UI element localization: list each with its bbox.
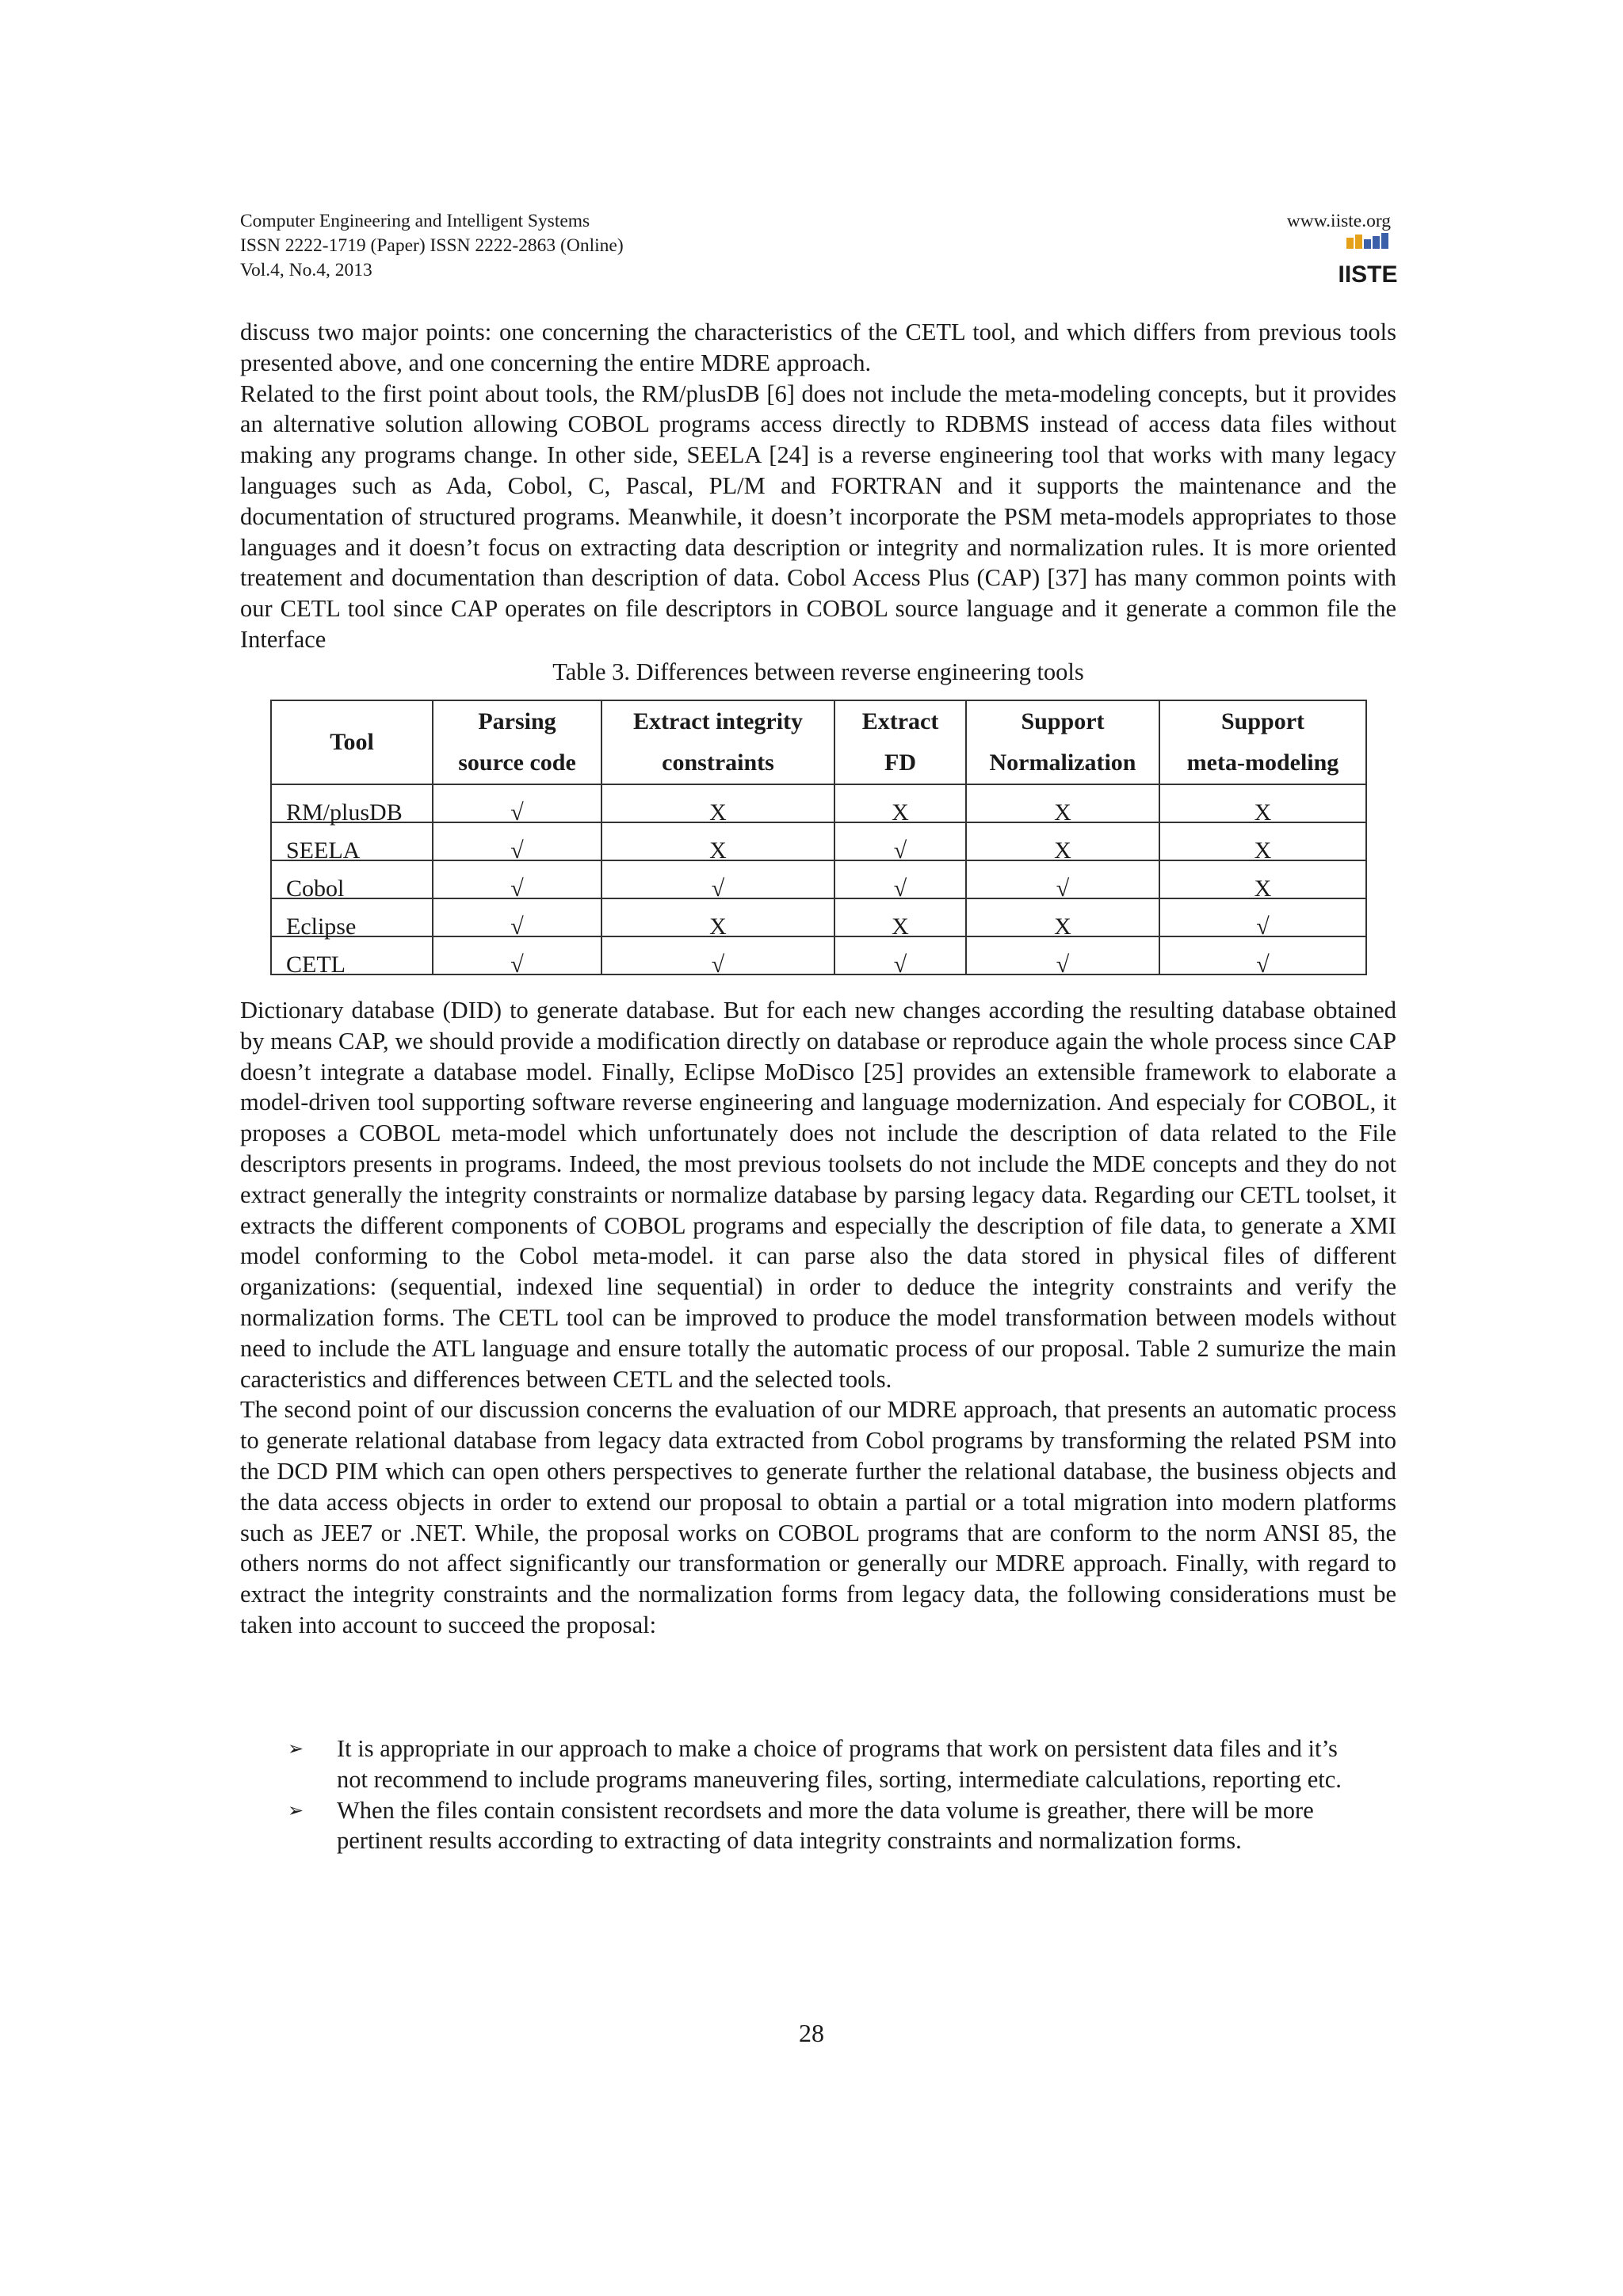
table-cell: X — [601, 822, 834, 860]
header-parsing: Parsing source code — [433, 700, 601, 784]
table-cell: √ — [433, 822, 601, 860]
table-cell: X — [601, 898, 834, 936]
table-cell: X — [834, 784, 966, 822]
table-cell: √ — [966, 936, 1159, 974]
table-cell: X — [966, 784, 1159, 822]
table-cell: √ — [433, 860, 601, 898]
paragraph-3: Dictionary database (DID) to generate database. But for each new changes according the resulting database obtained by means CAP, we should provide a modification directly on database or reproduce again the whole process since CAP doesn’t integrate a database model. Finally, Eclipse MoDisco [25] provides an extensible framework to elaborate a model-driven tool supporting software reverse engineering and language modernization. And especialy for COBOL, it proposes a COBOL meta-model which unfortunately does not include the description of data related to the File descriptors presents in programs. Indeed, the most previous toolsets do not include the MDE concepts and they do not extract generally the integrity constraints or normalize database by parsing legacy data. Regarding our CETL toolset, it extracts the different components of COBOL programs and especially the description of file data, to generate a XMI model conforming to the Cobol meta-model. it can parse also the data stored in physical files of different organizations: (sequential, indexed line sequential) in order to deduce the integrity constraints and verify the normalization forms. The CETL tool can be improved to produce the model transformation between models without need to include the ATL language and ensure totally the automatic process of our proposal. Table 2 sumurize the main caracteristics and differences between CETL and the selected tools. — [240, 997, 1396, 1393]
body-top — [240, 317, 1396, 655]
tool-name: Cobol — [271, 860, 433, 898]
table-cell: √ — [433, 898, 601, 936]
tools-comparison-table — [270, 700, 1367, 978]
site-url[interactable]: www.iiste.org — [1286, 211, 1391, 231]
table-cell: √ — [433, 784, 601, 822]
logo-text: IISTE — [1338, 261, 1398, 288]
considerations-list — [240, 1733, 1396, 1856]
table-cell: √ — [1159, 898, 1366, 936]
table-cell: √ — [966, 860, 1159, 898]
list-item: ➢ When the files contain consistent recordsets and more the data volume is greather, there will be more pertinent results according to extracting of data integrity constraints and normalization forms. — [288, 1796, 1314, 1855]
page-header — [240, 209, 1398, 296]
table-cell: √ — [834, 936, 966, 974]
table-header-row — [271, 700, 1366, 784]
header-support-normalization: Support Normalization — [966, 700, 1159, 784]
body-bottom — [240, 995, 1396, 1641]
list-item: ➢ It is appropriate in our approach to make a choice of programs that work on persistent data files and it’s not recommend to include programs maneuvering files, sorting, intermediate calculations, reporting etc. — [288, 1735, 1342, 1793]
paragraph-1: discuss two major points: one concerning the characteristics of the CETL tool, and which differs from previous tools presented above, and one concerning the entire MDRE approach. — [240, 318, 1396, 376]
tool-name: Eclipse — [271, 898, 433, 936]
header-extract-integrity: Extract integrity constraints — [601, 700, 834, 784]
table-cell: X — [1159, 860, 1366, 898]
table-cell: X — [834, 898, 966, 936]
iiste-logo — [1338, 233, 1398, 288]
table-cell: √ — [601, 936, 834, 974]
table-cell: X — [1159, 822, 1366, 860]
table-cell: √ — [1159, 936, 1366, 974]
table-row — [271, 784, 1366, 822]
table-cell: √ — [834, 822, 966, 860]
table-cell: X — [966, 898, 1159, 936]
table-cell: X — [1159, 784, 1366, 822]
paragraph-4: The second point of our discussion concerns the evaluation of our MDRE approach, that presents an automatic process to generate relational database from legacy data extracted from Cobol programs by transforming the related PSM into the DCD PIM which can open others perspectives to generate further the relational database, the business objects and the data access objects in order to extend our proposal to obtain a partial or a total migration into modern platforms such as JEE7 or .NET. While, the proposal works on COBOL programs that are conform to the norm ANSI 85, the others norms do not affect significantly our transformation or generally our MDRE approach. Finally, with regard to extract the integrity constraints and the normalization forms from legacy data, the following considerations must be taken into account to succeed the proposal: — [240, 1396, 1396, 1638]
table-cell: √ — [834, 860, 966, 898]
table-caption: Table 3. Differences between reverse engineering tools — [552, 658, 1084, 685]
journal-info — [240, 209, 624, 283]
page-number: 28 — [799, 2019, 824, 2047]
journal-title: Computer Engineering and Intelligent Systems — [240, 211, 590, 231]
paragraph-2: Related to the first point about tools, the RM/plusDB [6] does not include the meta-modeling concepts, but it provides an alternative solution allowing COBOL programs access directly to RDBMS instead of access data files without making any programs change. In other side, SEELA [24] is a reverse engineering tool that works with many legacy languages such as Ada, Cobol, C, Pascal, PL/M and FORTRAN and it supports the maintenance and the documentation of structured programs. Meanwhile, it doesn’t incorporate the PSM meta-models appropriates to those languages and it doesn’t focus on extracting data description or integrity and normalization rules. It is more oriented treatement and documentation than description of data. Cobol Access Plus (CAP) [37] has many common points with our CETL tool since CAP operates on file descriptors in COBOL source language and it generate a common file the Interface — [240, 379, 1396, 653]
table-cell: √ — [601, 860, 834, 898]
journal-volume: Vol.4, No.4, 2013 — [240, 260, 372, 280]
table-cell: √ — [433, 936, 601, 974]
table-cell: X — [601, 784, 834, 822]
arrow-bullet-icon: ➢ — [288, 1737, 304, 1760]
tool-name: SEELA — [271, 822, 433, 860]
header-extract-fd: Extract FD — [834, 700, 966, 784]
header-support-metamodeling: Support meta-modeling — [1159, 700, 1366, 784]
tool-name: RM/plusDB — [271, 784, 433, 822]
table-cell: X — [966, 822, 1159, 860]
journal-issn: ISSN 2222-1719 (Paper) ISSN 2222-2863 (Online) — [240, 235, 624, 256]
arrow-bullet-icon: ➢ — [288, 1798, 304, 1821]
header-tool: Tool — [271, 700, 433, 784]
tool-name: CETL — [271, 936, 433, 974]
